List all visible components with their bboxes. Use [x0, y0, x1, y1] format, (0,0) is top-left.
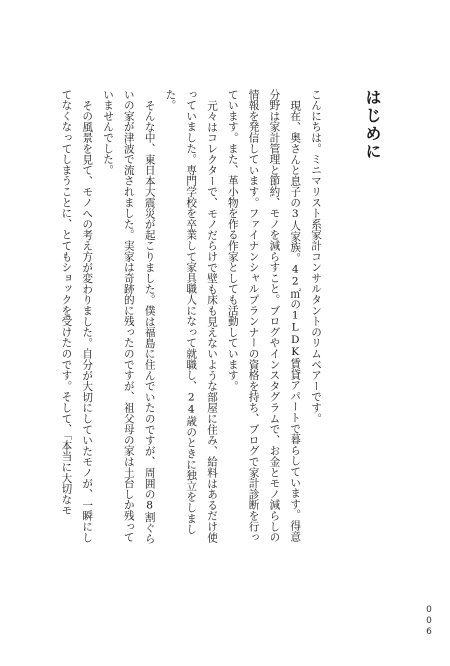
paragraph: 現在、奥さんと息子の3人家族。42㎡の1LDK賃貸アパートで暮らしています。得意分野は家計管理と節約、モノを減らすこと。ブログやインスタグラムで、お金とモノ減らしの情報を発信しています。ファイナンシャルプランナーの資格を持ち、ブログで家計診断を行っています。また、革小物を作る作家としても活動しています。	[226, 89, 302, 543]
paragraph: そんな中、東日本大震災が起こりました。僕は福島に住んでいたのですが、周囲の8割ぐらいの家が津波で流されました。実家は奇跡的に残ったのですが、祖父母の家は土台しか残っていませんでした。	[102, 89, 156, 544]
paragraph: その風景を見て、モノへの考え方が変わりました。自分が大切にしていたモノが、一瞬にしてなくなってしまうことに、とてもショックを受けたのです。そして、「本当に大切なモ	[60, 89, 94, 543]
paragraph: こんにちは。ミニマリスト系家計コンサルタントのリムベアーです。	[310, 89, 322, 424]
paragraph: 元々はコレクターで、モノだらけで壁も床も見えないような部屋に住み、給料はあるだけ使っていました。専門学校を卒業して家具職人になって就職し、24歳のときに独立をしました。	[164, 89, 219, 543]
chapter-heading: はじめに	[363, 89, 382, 161]
page-number: 006	[424, 605, 434, 638]
body-text	[26, 89, 326, 547]
